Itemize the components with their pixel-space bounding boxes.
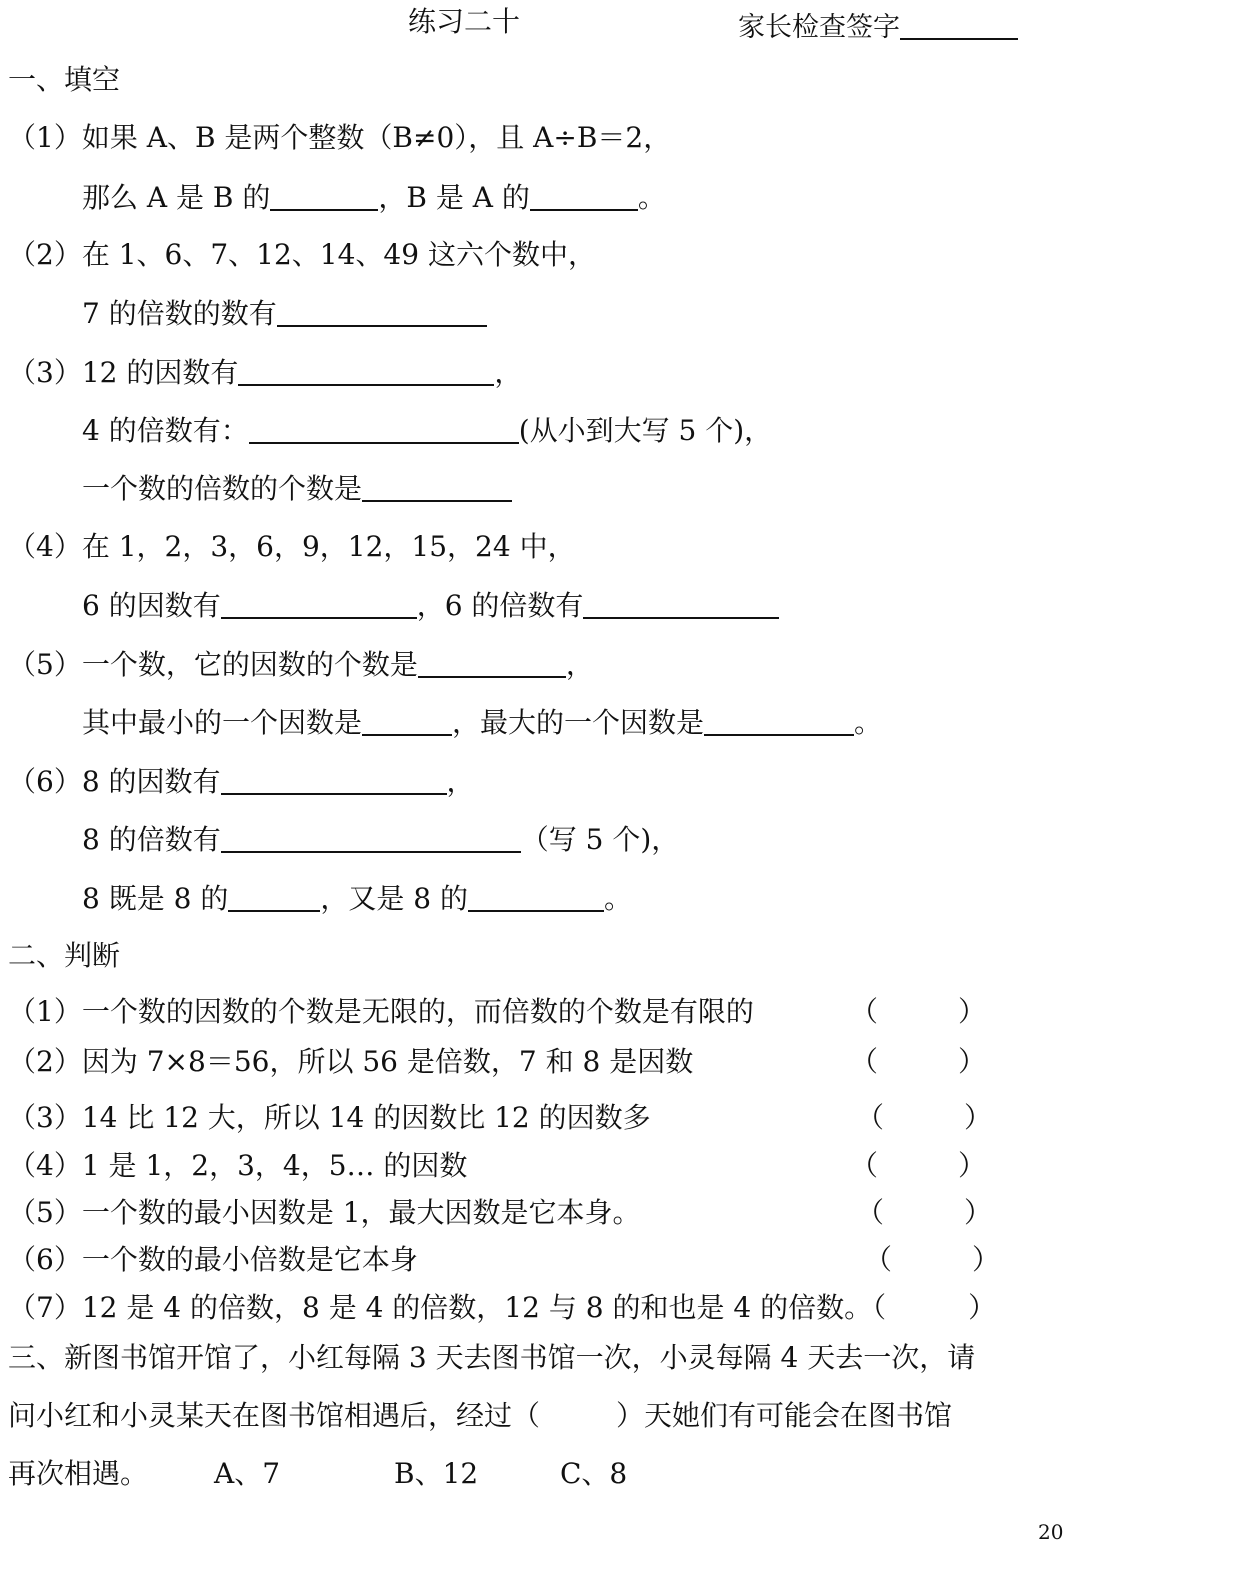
question-number: （5）	[8, 648, 82, 681]
question-text: 一个数的倍数的个数是	[82, 472, 363, 505]
judge-item-6	[8, 1243, 418, 1276]
question-text: 4 的倍数有：	[82, 414, 249, 447]
question-text: （写 5 个)，	[520, 823, 680, 856]
question-text: ，6 的倍数有	[416, 589, 584, 622]
question-number: （1）	[8, 121, 82, 154]
question-number: （2）	[8, 238, 82, 271]
question-text: 在 1，2，3，6，9，12，15，24 中，	[81, 530, 576, 563]
option-a[interactable]: A、7	[214, 1457, 281, 1490]
answer-blank[interactable]	[221, 591, 417, 619]
question-3-line1	[8, 358, 522, 387]
signature-blank[interactable]	[900, 12, 1018, 40]
question-text: 8 的倍数有	[82, 823, 221, 856]
question-number: （2）	[8, 1045, 82, 1078]
statement-text: 14 比 12 大，所以 14 的因数比 12 的因数多	[81, 1101, 651, 1134]
answer-parentheses[interactable]: （ ）	[864, 1243, 1001, 1276]
answer-blank[interactable]	[221, 767, 447, 795]
question-5-line2	[82, 708, 882, 737]
page-title: 练习二十	[408, 5, 521, 38]
question-6-line1	[8, 767, 475, 796]
word-problem-line3: 再次相遇。	[8, 1457, 149, 1490]
question-text: 如果 A、B 是两个整数（B≠0），且 A÷B＝2，	[81, 121, 672, 154]
question-text: 在 1、6、7、12、14、49 这六个数中，	[81, 238, 596, 271]
question-number: （4）	[8, 1149, 82, 1182]
statement-text: 12 是 4 的倍数，8 是 4 的倍数，12 与 8 的和也是 4 的倍数。	[81, 1291, 873, 1324]
statement-text: 一个数的最小因数是 1，最大因数是它本身。	[81, 1196, 641, 1229]
statement-text: 一个数的最小倍数是它本身	[81, 1243, 418, 1276]
judge-item-2	[8, 1045, 694, 1078]
question-text: 6 的因数有	[82, 589, 221, 622]
statement-text: 1 是 1，2，3，4，5… 的因数	[81, 1149, 468, 1182]
question-text: ，	[565, 648, 594, 681]
answer-blank[interactable]	[228, 884, 320, 912]
question-text: 一个数，它的因数的个数是	[81, 648, 418, 681]
question-text: 其中最小的一个因数是	[82, 706, 363, 739]
question-text: 8 的因数有	[81, 765, 221, 798]
question-4-line1	[8, 530, 576, 563]
answer-blank[interactable]	[704, 708, 854, 736]
judge-item-7: （7）12 是 4 的倍数，8 是 4 的倍数，12 与 8 的和也是 4 的倍数。（ ）	[8, 1291, 997, 1324]
question-text: 8 既是 8 的	[82, 882, 229, 915]
question-text: 。	[603, 882, 632, 915]
answer-parentheses[interactable]: （ ）	[850, 1149, 987, 1182]
statement-text: 一个数的因数的个数是无限的，而倍数的个数是有限的	[81, 995, 754, 1028]
question-5-line1	[8, 650, 594, 679]
question-text: 。	[854, 706, 883, 739]
answer-blank[interactable]	[277, 299, 487, 327]
answer-blank[interactable]	[221, 825, 521, 853]
question-text: 。	[637, 181, 666, 214]
word-problem-line1: 三、新图书馆开馆了，小红每隔 3 天去图书馆一次，小灵每隔 4 天去一次，请	[8, 1341, 976, 1374]
answer-blank[interactable]	[583, 591, 779, 619]
problem-text: 问小红和小灵某天在图书馆相遇后，经过（	[8, 1399, 541, 1432]
question-number: （5）	[8, 1196, 82, 1229]
option-b[interactable]: B、12	[394, 1457, 479, 1490]
question-2-line2	[82, 299, 487, 328]
question-6-line2	[82, 825, 679, 854]
question-number: （1）	[8, 995, 82, 1028]
answer-blank[interactable]	[362, 708, 452, 736]
answer-blank[interactable]	[362, 474, 512, 502]
answer-blank[interactable]	[249, 416, 519, 444]
question-2-line1	[8, 238, 596, 271]
answer-parentheses[interactable]: （ ）	[850, 1045, 987, 1078]
question-text: ，B 是 A 的	[378, 181, 530, 214]
question-text: ，	[446, 765, 475, 798]
judge-item-3	[8, 1101, 651, 1134]
word-problem-line2	[8, 1399, 953, 1432]
question-1-line1	[8, 121, 672, 154]
section-heading-true-false: 二、判断	[8, 939, 121, 972]
question-text: ，最大的一个因数是	[452, 706, 705, 739]
question-text: 那么 A 是 B 的	[82, 181, 271, 214]
question-text: ，	[494, 356, 523, 389]
answer-parentheses[interactable]: （ ）	[850, 995, 987, 1028]
question-text: 12 的因数有	[81, 356, 239, 389]
parent-signature-label: 家长检查签字	[738, 12, 900, 43]
problem-text: ）天她们有可能会在图书馆	[616, 1399, 953, 1432]
judge-item-4	[8, 1149, 468, 1182]
judge-item-1	[8, 995, 754, 1028]
answer-blank[interactable]	[270, 183, 378, 211]
answer-parentheses[interactable]: （ ）	[856, 1101, 993, 1134]
page-number: 20	[1038, 1520, 1064, 1544]
question-number: （6）	[8, 765, 82, 798]
question-3-line2	[82, 416, 772, 445]
question-6-line3	[82, 884, 632, 913]
parent-signature-field	[738, 12, 1018, 41]
question-4-line2	[82, 591, 779, 620]
question-number: （3）	[8, 356, 82, 389]
section-heading-fill-in: 一、填空	[8, 63, 121, 96]
question-text: 7 的倍数的数有	[82, 297, 277, 330]
question-number: （6）	[8, 1243, 82, 1276]
answer-parentheses[interactable]: （	[872, 1291, 887, 1324]
statement-text: 因为 7×8＝56，所以 56 是倍数，7 和 8 是因数	[81, 1045, 694, 1078]
question-1-line2	[82, 183, 666, 212]
question-number: （4）	[8, 530, 82, 563]
answer-blank[interactable]	[238, 358, 494, 386]
question-3-line3	[82, 474, 512, 503]
question-text: (从小到大写 5 个)，	[518, 414, 773, 447]
answer-blank[interactable]	[468, 884, 604, 912]
answer-blank[interactable]	[418, 650, 566, 678]
answer-blank[interactable]	[530, 183, 638, 211]
answer-parentheses[interactable]: （ ）	[856, 1196, 993, 1229]
judge-item-5	[8, 1196, 641, 1229]
question-number: （7）	[8, 1291, 82, 1324]
option-c[interactable]: C、8	[560, 1457, 628, 1490]
question-text: ，又是 8 的	[320, 882, 468, 915]
question-number: （3）	[8, 1101, 82, 1134]
